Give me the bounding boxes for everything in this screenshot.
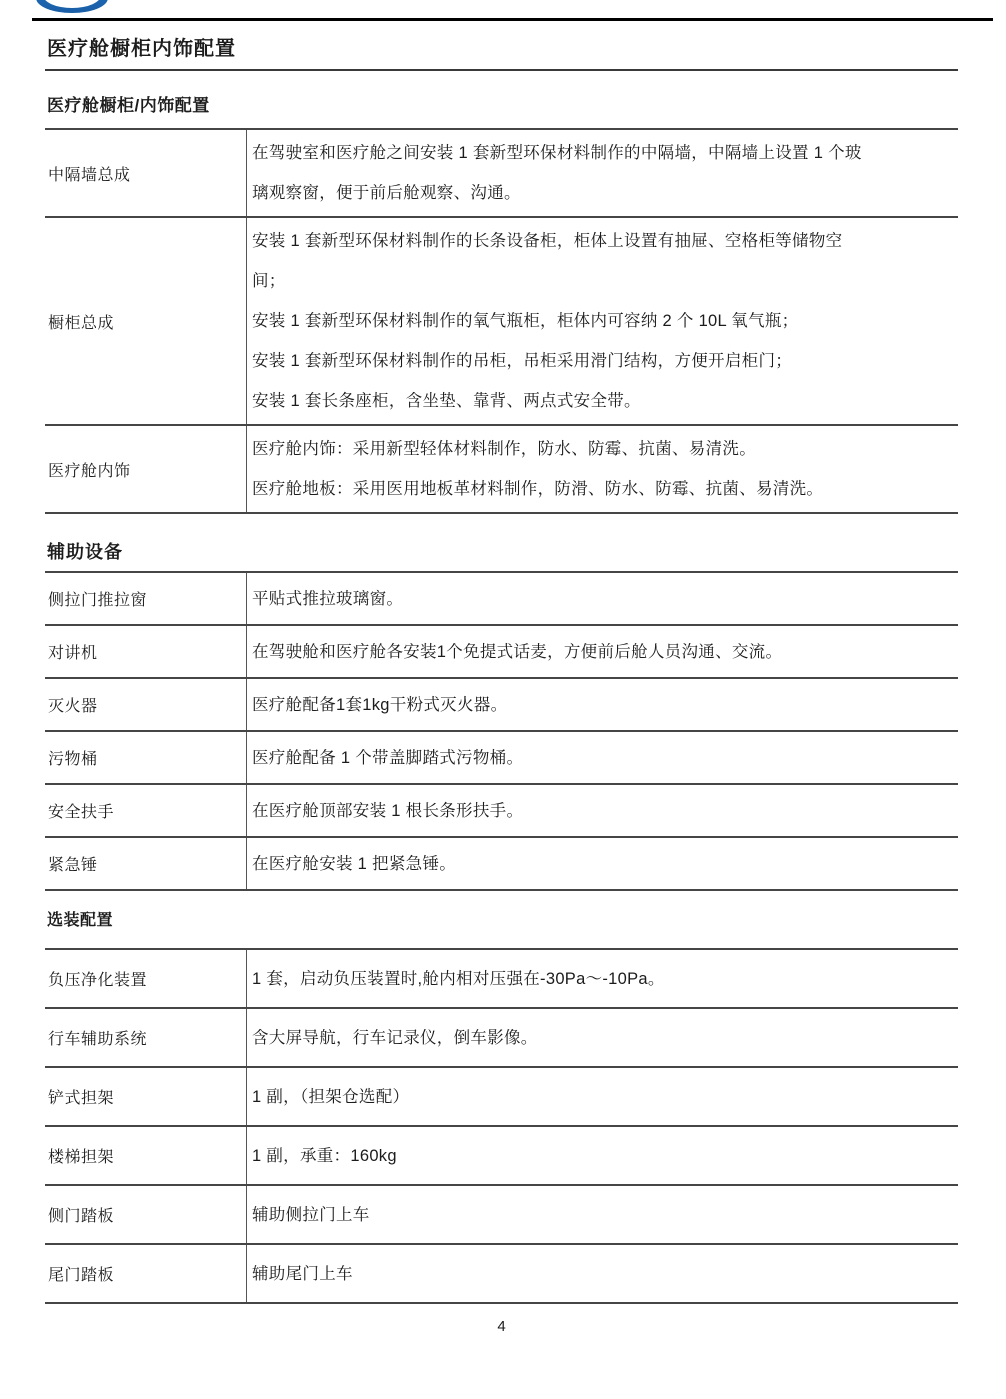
row-label: 铲式担架 — [45, 1068, 247, 1125]
row-content — [247, 1245, 958, 1302]
row-label: 行车辅助系统 — [45, 1009, 247, 1066]
document-page — [45, 30, 958, 1335]
table-row — [45, 732, 958, 785]
table-row — [45, 785, 958, 838]
row-content-line: 1 套，启动负压装置时,舱内相对压强在-30Pa～-10Pa。 — [252, 969, 665, 988]
table-row — [45, 1009, 958, 1068]
table-row — [45, 1245, 958, 1304]
row-label: 灭火器 — [45, 679, 247, 730]
row-content-line: 在医疗舱安装 1 把紧急锤。 — [252, 854, 457, 873]
row-content-line: 璃观察窗，便于前后舱观察、沟通。 — [252, 184, 521, 202]
optional-section-title: 选装配置 — [47, 912, 114, 929]
table-row — [45, 426, 958, 514]
row-content — [247, 573, 958, 624]
row-content-line: 安装 1 套新型环保材料制作的吊柜，吊柜采用滑门结构，方便开启柜门； — [252, 352, 793, 370]
optional-config-table — [45, 948, 958, 1304]
row-content-line: 在医疗舱顶部安装 1 根长条形扶手。 — [252, 801, 524, 820]
row-content-line: 辅助侧拉门上车 — [252, 1205, 370, 1224]
row-label: 尾门踏板 — [45, 1245, 247, 1302]
row-label: 橱柜总成 — [45, 218, 247, 424]
table-row — [45, 130, 958, 218]
row-content — [247, 218, 958, 424]
brand-logo-partial-icon — [36, 0, 108, 13]
row-content-line: 在驾驶舱和医疗舱各安装1个免提式话麦，方便前后舱人员沟通、交流。 — [252, 642, 783, 661]
row-content — [247, 785, 958, 836]
row-label: 侧门踏板 — [45, 1186, 247, 1243]
auxiliary-section-title: 辅助设备 — [47, 542, 123, 562]
row-label: 医疗舱内饰 — [45, 426, 247, 512]
table-row — [45, 573, 958, 626]
row-content — [247, 1127, 958, 1184]
row-content-line: 医疗舱配备 1 个带盖脚踏式污物桶。 — [252, 748, 524, 767]
table-row — [45, 1068, 958, 1127]
page-number: 4 — [497, 1318, 506, 1335]
row-content — [247, 1009, 958, 1066]
page-title: 医疗舱橱柜内饰配置 — [45, 30, 958, 71]
auxiliary-equipment-table — [45, 571, 958, 891]
row-content-line: 1 副，承重：160kg — [252, 1146, 397, 1165]
row-content — [247, 1186, 958, 1243]
row-label: 安全扶手 — [45, 785, 247, 836]
row-content — [247, 950, 958, 1007]
table-row — [45, 838, 958, 891]
table-row — [45, 218, 958, 426]
row-content-line: 辅助尾门上车 — [252, 1264, 353, 1283]
table-row — [45, 679, 958, 732]
row-content-line: 医疗舱内饰：采用新型轻体材料制作，防水、防霉、抗菌、易清洗。 — [252, 440, 756, 458]
cabinet-section-subtitle: 医疗舱橱柜/内饰配置 — [47, 96, 210, 115]
row-content-line: 医疗舱地板：采用医用地板革材料制作，防滑、防水、防霉、抗菌、易清洗。 — [252, 480, 824, 498]
row-content-line: 安装 1 套新型环保材料制作的氧气瓶柜，柜体内可容纳 2 个 10L 氧气瓶； — [252, 312, 799, 330]
row-content-line: 安装 1 套新型环保材料制作的长条设备柜，柜体上设置有抽屉、空格柜等储物空 — [252, 232, 843, 250]
table-row — [45, 626, 958, 679]
row-content-line: 1 副，（担架仓选配） — [252, 1087, 410, 1106]
row-content-line: 平贴式推拉玻璃窗。 — [252, 589, 404, 608]
row-content — [247, 838, 958, 889]
row-content-line: 安装 1 套长条座柜，含坐垫、靠背、两点式安全带。 — [252, 392, 641, 410]
row-label: 紧急锤 — [45, 838, 247, 889]
row-label: 楼梯担架 — [45, 1127, 247, 1184]
row-content-line: 医疗舱配备1套1kg干粉式灭火器。 — [252, 695, 508, 714]
table-row — [45, 950, 958, 1009]
row-label: 对讲机 — [45, 626, 247, 677]
row-content-line: 在驾驶室和医疗舱之间安装 1 套新型环保材料制作的中隔墙，中隔墙上设置 1 个玻 — [252, 144, 862, 162]
header-divider — [32, 18, 993, 21]
row-content — [247, 1068, 958, 1125]
table-row — [45, 1127, 958, 1186]
row-label: 污物桶 — [45, 732, 247, 783]
row-content — [247, 426, 958, 512]
row-content-line: 间； — [252, 272, 286, 290]
row-content — [247, 130, 958, 216]
row-label: 中隔墙总成 — [45, 130, 247, 216]
table-row — [45, 1186, 958, 1245]
row-label: 负压净化装置 — [45, 950, 247, 1007]
row-content-line: 含大屏导航，行车记录仪，倒车影像。 — [252, 1028, 538, 1047]
row-label: 侧拉门推拉窗 — [45, 573, 247, 624]
row-content — [247, 679, 958, 730]
cabinet-interior-table — [45, 128, 958, 514]
row-content — [247, 626, 958, 677]
row-content — [247, 732, 958, 783]
